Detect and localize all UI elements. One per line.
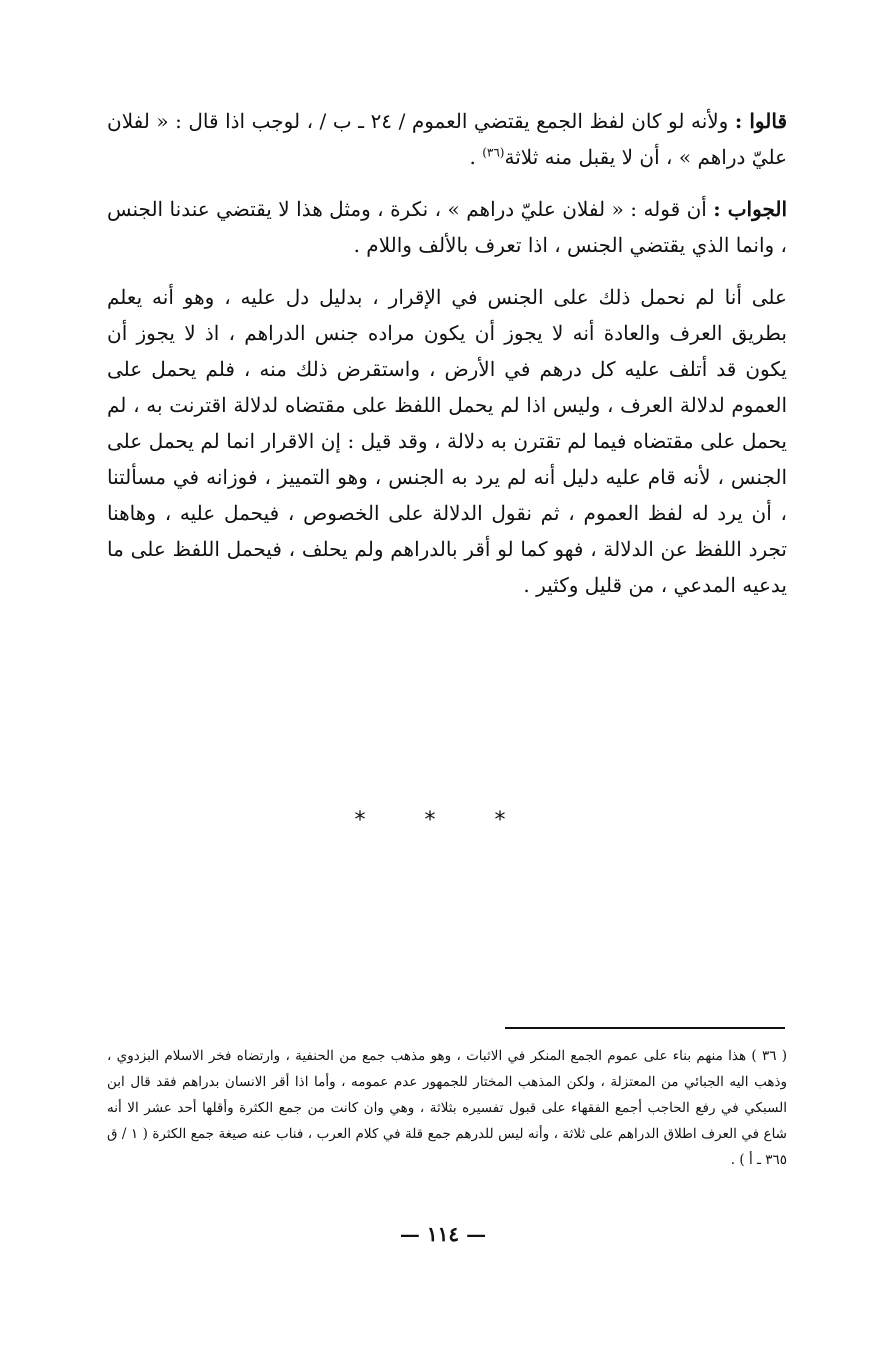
- paragraph-text: ولأنه لو كان لفظ الجمع يقتضي العموم / ٢٤ ـ ب / ، لوجب اذا قال : « لفلان عليّ دراهم » ، أن لا يقبل منه ثلاثة: [107, 109, 787, 169]
- footnote-rule: [505, 1027, 785, 1029]
- page-number: — ١١٤ —: [399, 1222, 487, 1246]
- paragraph-text: على أنا لم نحمل ذلك على الجنس في الإقرار ، بدليل دل عليه ، وهو أنه يعلم بطريق العرف والعادة أنه لا يجوز أن يكون مراده جنس الدراهم ، اذ لا يجوز أن يكون قد أتلف عليه كل درهم في الأرض ، واستقرض ذلك منه ، فلم يحمل على العموم لدلالة العرف ، وليس اذا لم يحمل اللفظ على مقتضاه لدلالة اقترنت به ، لم يحمل على مقتضاه فيما لم تقترن به دلالة ، وقد قيل : إن الاقرار انما لم يحمل على الجنس ، لأنه قام عليه دليل أنه لم يرد به الجنس ، وهو التمييز ، فوزانه في مسألتنا ، أن يرد له لفظ العموم ، ثم نقول الدلالة على الخصوص ، فيحمل عليه ، وهاهنا تجرد اللفظ عن الدلالة ، فهو كما لو أقر بالدراهم ولم يحلف ، فيحمل اللفظ على ما يدعيه المدعي ، من قليل وكثير .: [107, 285, 787, 597]
- section-separator: * * *: [354, 808, 532, 833]
- paragraph-answer: [107, 191, 787, 263]
- paragraph-text: أن قوله : « لفلان عليّ دراهم » ، نكرة ، ومثل هذا لا يقتضي عندنا الجنس ، وانما الذي يقتضي الجنس ، اذا تعرف بالألف واللام .: [107, 197, 787, 257]
- footnote-reference: (٣٦): [482, 145, 505, 160]
- main-text: [107, 103, 787, 619]
- paragraph-tail: .: [469, 145, 483, 169]
- paragraph-argument: [107, 279, 787, 603]
- paragraph-lead: قالوا :: [734, 109, 788, 133]
- paragraph-objection: [107, 103, 787, 175]
- paragraph-lead: الجواب :: [713, 197, 788, 221]
- footnote: ( ٣٦ ) هذا منهم بناء على عموم الجمع المنكر في الاثبات ، وهو مذهب جمع من الحنفية ، وارتضاه فخر الاسلام البزدوي ، وذهب اليه الجبائي من المعتزلة ، ولكن المذهب المختار للجمهور عدم عمومه ، وأما اذا أقر الانسان بدراهم فقد قال ابن السبكي في رفع الحاجب أجمع الفقهاء على قبول تفسيره بثلاثة ، وهي وان كانت من جمع الكثرة وأقلها أحد عشر الا أنه شاع في العرف اطلاق الدراهم على ثلاثة ، وأنه ليس للدرهم جمع قلة في كلام العرب ، فناب عنه صيغة جمع الكثرة ( ١ / ق ٣٦٥ ـ أ ) .: [107, 1048, 788, 1168]
